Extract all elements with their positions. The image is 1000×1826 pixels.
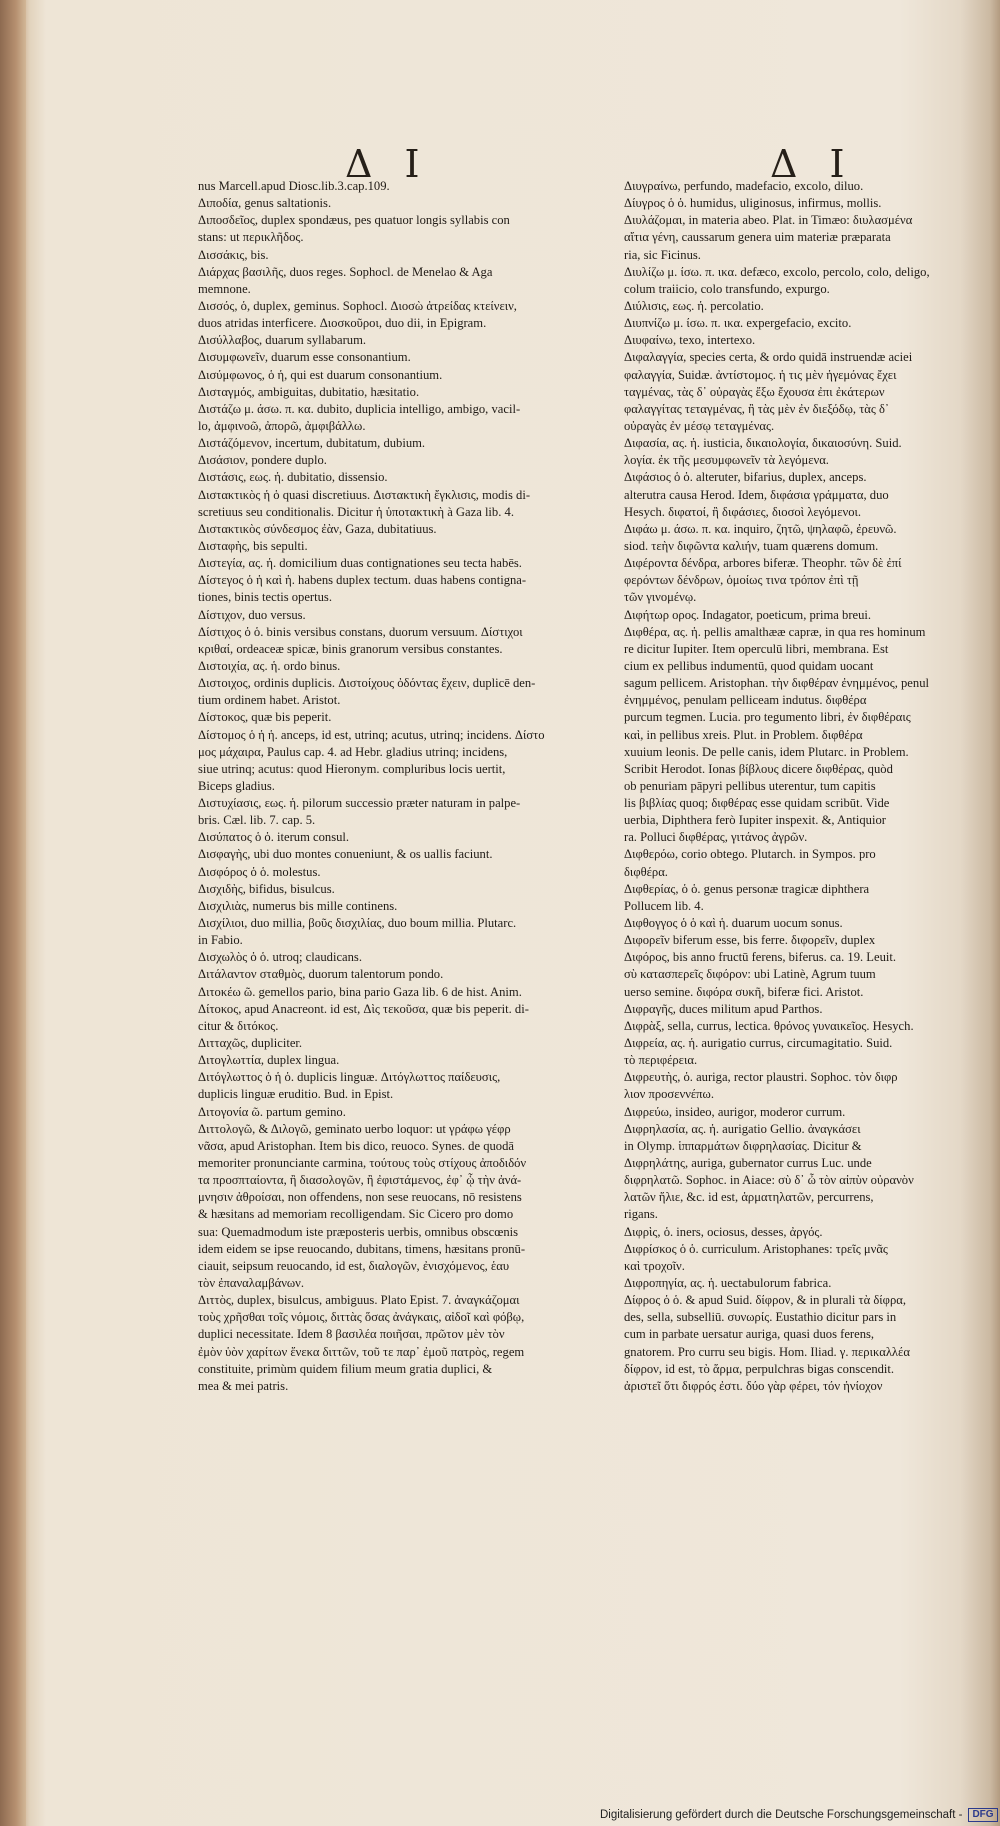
dictionary-line: rigans. [624,1207,658,1222]
dictionary-line: sagum pellicem. Aristophan. τὴν διφθέραν ἐνημμένος, penul [624,676,929,691]
dictionary-line: Διποδία, genus saltationis. [198,196,332,211]
dictionary-line: Δισφαγὴς, ubi duo montes conueniunt, & os uallis faciunt. [198,847,493,862]
dictionary-line: Διφέροντα δένδρα, arbores biferæ. Theophr. τῶν δὲ ἐπί [624,556,902,571]
dictionary-line: καὶ, in pellibus xreis. Plut. in Problem. διφθέρα [624,727,863,742]
dictionary-line: δίφρον, id est, τὸ ἅρμα, perpulchras bigas conscendit. [624,1361,895,1376]
dictionary-line: colum traiicio, colo transfundo, expurgo. [624,281,830,296]
dictionary-line: λογία. ἐκ τῆς μεσυμφωνεῖν τὰ λεγόμενα. [624,453,829,468]
dictionary-line: Διφασία, ας. ἡ. iusticia, δικαιολογία, δικαιοσύνη. Suid. [624,436,902,451]
dictionary-line: διφρηλατῶ. Sophoc. in Aiace: σὺ δ᾽ ὦ τὸν αἰπὺν οὐρανὸν [624,1173,914,1188]
dictionary-line: in Fabio. [198,933,243,948]
dictionary-line: constituite, primùm quidem filium meum gratia duplici, & [198,1361,493,1376]
dictionary-line: Δίστεγος ὁ ἡ καὶ ἡ. habens duplex tectum. duas habens contigna- [198,573,527,588]
dictionary-line: Διφρίσκος ὁ ὁ. curriculum. Aristophanes: τρεῖς μνᾶς [624,1241,888,1256]
dictionary-line: Δισύλλαβος, duarum syllabarum. [198,333,367,348]
dictionary-line: Διφήτωρ ορος. Indagator, poeticum, prima breui. [624,607,872,622]
dictionary-line: σὺ κατασπερεῖς διφόρον: ubi Latinè, Agrum tuum [624,967,876,982]
dictionary-line: Διφρηλασία, ας. ἡ. aurigatio Gellio. ἀναγκάσει [624,1121,861,1136]
dictionary-line: μνησιν ἀθροίσαι, non offendens, non sese reuocans, nō resistens [198,1190,522,1205]
dictionary-line: μος μάχαιρα, Paulus cap. 4. ad Hebr. gladius utrinq; incidens, [198,744,508,759]
dictionary-line: Δισύπατος ὁ ὁ. iterum consul. [198,830,350,845]
dictionary-line: διφθέρα. [624,864,668,879]
dictionary-line: Διφρευτὴς, ὁ. auriga, rector plaustri. Sophoc. τὸν διφρ [624,1070,898,1085]
dictionary-line: in Olymp. ἱππαρμάτων διφρηλασίας. Dicitur & [624,1138,862,1153]
dictionary-line: Διφθέρα, ας. ἡ. pellis amalthææ capræ, in qua res hominum [624,624,926,639]
dictionary-line: Διυγραίνω, perfundo, madefacio, excolo, diluo. [624,179,864,193]
dictionary-line: τα προσπταίοντα, ἢ διασολογῶν, ἢ ἐφιστάμενος, ἐφ᾽ ᾧ τὴν ἀνά- [198,1173,522,1188]
dictionary-line: sua: Quemadmodum iste præposteris uerbis, omnibus obscœnis [198,1224,519,1239]
dictionary-line: memoriter pronunciante carmina, τούτους τοὺς στίχους ἀποδιδόν [198,1156,527,1171]
dictionary-line: Διφορεῖν biferum esse, bis ferre. διφορεῖν, duplex [624,933,876,948]
dictionary-line: siue utrinq; acutus: quod Hieronym. compluribus locis uertit, [198,761,506,776]
dictionary-line: τοὺς χρῆσθαι τοῖς νόμοις, διττὰς ὅσας ἀνάγκαις, αἰδοῖ καὶ φόβῳ, [198,1310,525,1325]
dictionary-line: Διστεγία, ας. ἡ. domicilium duas contignationes seu tecta habēs. [198,556,522,571]
dictionary-line: Δισάσιον, pondere duplo. [198,453,327,468]
dictionary-line: Διστοιχία, ας. ἡ. ordo binus. [198,658,341,673]
dictionary-line: Διυλίζω μ. ίσω. π. ικα. defæco, excolo, percolo, colo, deligo, [624,264,930,279]
dictionary-line: νᾶσα, apud Aristophan. Item bis dico, reuoco. Synes. de quodā [198,1138,514,1153]
dictionary-line: Διυφαίνω, texo, intertexo. [624,333,756,348]
dictionary-line: lo, ἀμφινοῶ, ἀπορῶ, ἀμφιβάλλω. [198,418,366,433]
dictionary-line: τῶν γινομένῳ. [624,590,697,605]
dictionary-line: cium ex pellibus indumentū, quod quidam uocant [624,658,874,673]
dictionary-line: des, sella, subselliū. συνωρίς. Eustathio dicitur pars in [624,1310,897,1325]
dictionary-line: alterutra causa Herod. Idem, διφάσια γράμματα, duo [624,487,889,502]
dictionary-line: xuuium leonis. De pelle canis, idem Plutarc. in Problem. [624,744,909,759]
dictionary-line: Δισχιδὴς, bifidus, bisulcus. [198,881,335,896]
dictionary-line: τὸ περιφέρεια. [624,1053,698,1068]
dictionary-line: Διυλάζομαι, in materia abeo. Plat. in Timæo: διυλασμένα [624,213,913,228]
dictionary-line: Διφθερόω, corio obtego. Plutarch. in Sympos. pro [624,847,876,862]
dictionary-line: Δισυμφωνεῖν, duarum esse consonantium. [198,350,411,365]
dictionary-line: ciauit, seipsum reuocando, id est, διαλογῶν, ἐνισχόμενος, ἑαυ [198,1258,510,1273]
dictionary-line: Διτταχῶς, dupliciter. [198,1036,303,1051]
dictionary-line: Δισχίλιοι, duo millia, βοῦς δισχιλίας, duo boum millia. Plutarc. [198,916,517,931]
dictionary-line: Διττολογῶ, & Διλογῶ, geminato uerbo loquor: ut γράφω γέφρ [198,1121,511,1136]
dictionary-line: ἐμὸν ὑὸν χαρίτων ἕνεκα διττῶν, τοῦ τε παρ᾽ ἐμοῦ πατρὸς, regem [198,1344,525,1359]
dictionary-line: Δισύμφωνος, ὁ ἡ, qui est duarum consonantium. [198,367,443,382]
dictionary-line: Διφρὶς, ὁ. iners, ociosus, desses, ἀργός. [624,1224,823,1239]
dictionary-line: Διτογονία ῶ. partum gemino. [198,1104,346,1119]
dictionary-line: duplici necessitate. Idem 8 βασιλέα ποιῆσαι, πρῶτον μὲν τὸν [198,1327,505,1342]
dictionary-line: purcum tegmen. Lucia. pro tegumento libri, ἐν διφθέραις [624,710,911,725]
dictionary-line: Διάρχας βασιλῆς, duos reges. Sophocl. de Menelao & Aga [198,264,493,279]
dictionary-line: gnatorem. Pro curru seu bigis. Hom. Iliad. γ. περικαλλέα [624,1344,910,1359]
dictionary-line: Διστάσις, εως. ἡ. dubitatio, dissensio. [198,470,388,485]
left-dictionary-column [198,178,618,1395]
dictionary-line: φερόντων δένδρων, ὁμοίως τινα τρόπον ἐπὶ τῇ [624,573,859,588]
dictionary-line: duplicis linguæ eruditio. Bud. in Epist. [198,1087,394,1102]
dictionary-line: Διστακτικὸς ἡ ὁ quasi discretiuus. Διστακτικὴ ἔγκλισις, modis di- [198,487,531,502]
dictionary-line: Διτογλωττία, duplex lingua. [198,1053,340,1068]
dictionary-line: Διποσδεῖος, duplex spondæus, pes quatuor longis syllabis con [198,213,510,228]
dictionary-line: Διφρηλάτης, auriga, gubernator currus Luc. unde [624,1156,872,1171]
dictionary-line: Διστάζόμενον, incertum, dubitatum, dubium. [198,436,426,451]
dictionary-line: Δισφόρος ὁ ὁ. molestus. [198,864,321,879]
dictionary-line: Scribit Herodot. Ionas βίβλους dicere διφθέρας, quòd [624,761,893,776]
dictionary-line: lis βιβλίας quoq; διφθέρας esse quidam scribūt. Vide [624,796,890,811]
dictionary-line: Δίυγρος ὁ ὁ. humidus, uliginosus, infirmus, mollis. [624,196,882,211]
dictionary-line: nus Marcell.apud Diosc.lib.3.cap.109. [198,179,390,193]
dictionary-line: αἴτια γένη, caussarum genera uim materiæ præparata [624,230,891,245]
digitization-footer [600,1807,998,1823]
dictionary-line: ταγμένας, τὰς δ᾽ οὐραγὰς ἔξω ἔχουσα ἐπι ἐκάτερων [624,384,885,399]
dictionary-line: Διττὸς, duplex, bisulcus, ambiguus. Plato Epist. 7. ἀναγκάζομαι [198,1293,520,1308]
dictionary-line: Διστοιχος, ordinis duplicis. Διστοίχους ὀδόντας ἔχειν, duplicē den- [198,676,536,691]
dictionary-line: Διτοκέω ῶ. gemellos pario, bina pario Gaza lib. 6 de hist. Anim. [198,984,522,999]
left-column-header: Δ Ι [345,142,430,186]
dictionary-line: bris. Cæl. lib. 7. cap. 5. [198,813,316,828]
dfg-logo-icon: DFG [968,1808,997,1822]
dictionary-line: Δισταφὴς, bis sepulti. [198,538,308,553]
dictionary-line: re dicitur Iupiter. Item operculū libri, membrana. Est [624,641,889,656]
dictionary-line: λατῶν ἥλιε, &c. id est, ἁρματηλατῶν, percurrens, [624,1190,874,1205]
dictionary-line: Δισσάκις, bis. [198,247,269,262]
dictionary-line: Διφόρος, bis anno fructū ferens, biferus. ca. 19. Leuit. [624,950,897,965]
dictionary-line: cum in parbate uersatur auriga, quasi duos ferens, [624,1327,875,1342]
dictionary-line: λιον προσεννέπω. [624,1087,714,1102]
dictionary-line: Διφάσιος ὁ ὁ. alteruter, bifarius, duplex, anceps. [624,470,867,485]
dictionary-line: Διφρεύω, insideo, aurigor, moderor currum. [624,1104,846,1119]
dictionary-line: Δισσός, ὁ, duplex, geminus. Sophocl. Διοσὼ ἀτρείδας κτείνειν, [198,298,517,313]
dictionary-line: Δισχιλιὰς, numerus bis mille continens. [198,898,398,913]
dictionary-line: & hæsitans ad memoriam recolligendam. Sic Cicero pro domo [198,1207,514,1222]
dictionary-line: Διφθογγος ὁ ὁ καὶ ἡ. duarum uocum sonus. [624,916,843,931]
dictionary-line: φαλαγγία, Suidæ. ἀντίστομος. ἡ τις μὲν ἡγεμόνας ἔχει [624,367,897,382]
dictionary-line: Διύλισις, εως. ἡ. percolatio. [624,298,764,313]
dictionary-line: Διφάω μ. άσω. π. κα. inquiro, ζητῶ, ψηλαφῶ, ἐρευνῶ. [624,521,897,536]
dictionary-line: ria, sic Ficinus. [624,247,701,262]
dictionary-line: uerbia, Diphthera ferò Iupiter inspexit. &, Antiquior [624,813,886,828]
dictionary-line: ob penuriam pāpyri pellibus uterentur, tum capitis [624,778,876,793]
book-binding-edge [0,0,26,1826]
dictionary-line: tiones, binis tectis opertus. [198,590,332,605]
dictionary-line: Διφαλαγγία, species certa, & ordo quidā instruendæ aciei [624,350,913,365]
dictionary-line: tium ordinem habet. Aristot. [198,693,341,708]
footer-credit-text: Digitalisierung gefördert durch die Deutsche Forschungsgemeinschaft - [600,1809,963,1821]
dictionary-line: Διφρὰξ, sella, currus, lectica. θρόνος γυναικεῖος. Hesych. [624,1018,914,1033]
dictionary-line: φαλαγγίτας τεταγμένας, ἢ τὰς μὲν ἐν διεξόδῳ, τὰς δ᾽ [624,401,890,416]
dictionary-line: Δίστιχον, duo versus. [198,607,306,622]
dictionary-line: Δίφρος ὁ ὁ. & apud Suid. δίφρον, & in plurali τὰ δίφρα, [624,1293,906,1308]
dictionary-line: siod. τεὴν διφῶντα καλιήν, tuam quærens domum. [624,538,879,553]
dictionary-line: idem eidem se ipse reuocando, dubitans, timens, hæsitans pronū- [198,1241,526,1256]
dictionary-line: Διφθερίας, ὁ ὁ. genus personæ tragicæ diphthera [624,881,870,896]
dictionary-line: Διφροπηγία, ας. ἡ. uectabulorum fabrica. [624,1276,832,1290]
dictionary-line: Δισχωλὸς ὁ ὁ. utroq; claudicans. [198,950,362,965]
dictionary-line: κριθαί, ordeaceæ spicæ, binis granorum versibus constantes. [198,641,503,656]
dictionary-line: citur & διτόκος. [198,1018,279,1033]
dictionary-line: Διστυχίασις, εως. ἡ. pilorum successio præter naturam in palpe- [198,796,521,811]
dictionary-line: scretiuus seu conditionalis. Dicitur ἡ ὑποτακτικὴ à Gaza lib. 4. [198,504,514,519]
dictionary-line: Διφραγῆς, duces militum apud Parthos. [624,1001,823,1016]
dictionary-line: Δισταγμός, ambiguitas, dubitatio, hæsitatio. [198,384,420,399]
dictionary-line: καὶ τροχοῖν. [624,1258,685,1273]
dictionary-line: ἀριστεῖ ὅτι διφρός ἐστι. δύο γὰρ φέρει, τόν ἡνίοχον [624,1378,883,1393]
dictionary-line: Διφρεία, ας. ἡ. aurigatio currus, circumagitatio. Suid. [624,1036,893,1051]
dictionary-line: Biceps gladius. [198,778,275,793]
right-column-header: Δ Ι [770,142,855,186]
dictionary-line: stans: ut περικλῆδος. [198,230,304,245]
dictionary-line: memnone. [198,281,251,296]
dictionary-line: Δίτοκος, apud Anacreont. id est, Δὶς τεκοῦσα, quæ bis peperit. di- [198,1001,529,1016]
right-dictionary-column [624,178,1000,1395]
dictionary-line: Δίστιχος ὁ ὁ. binis versibus constans, duorum versuum. Δίστιχοι [198,624,523,639]
dictionary-line: mea & mei patris. [198,1378,289,1393]
dictionary-line: Pollucem lib. 4. [624,898,704,913]
dictionary-line: Διστακτικὸς σύνδεσμος ἐὰν, Gaza, dubitatiuus. [198,521,437,536]
dictionary-line: τὸν ἐπαναλαμβάνων. [198,1276,305,1290]
dictionary-line: οὐραγὰς ἐν μέσῳ τεταγμένας. [624,418,775,433]
dictionary-line: ἐνημμένος, penulam pelliceam indutus. διφθέρα [624,693,867,708]
dictionary-line: Δίστομος ὁ ἡ ἡ. anceps, id est, utrinq; acutus, utrinq; incidens. Δίστο [198,727,545,742]
dictionary-line: Δίστοκος, quæ bis peperit. [198,710,332,725]
dictionary-line: uerso semine. διφόρα συκῆ, biferæ fici. Aristot. [624,984,864,999]
dictionary-line: Διτόγλωττος ὁ ἡ ὁ. duplicis linguæ. Διτόγλωττος παίδευσις, [198,1070,501,1085]
dictionary-line: Hesych. διφατοί, ἢ διφάσιες, διοσοὶ λεγόμενοι. [624,504,862,519]
dictionary-line: Διυπνίζω μ. ίσω. π. ικα. expergefacio, excito. [624,316,852,331]
dictionary-line: ra. Polluci διφθέρας, γιτάνος ἀγρῶν. [624,830,808,845]
dictionary-line: Διτάλαντον σταθμὸς, duorum talentorum pondo. [198,967,444,982]
dictionary-line: duos atridas interficere. Διοσκοῦροι, duo dii, in Epigram. [198,316,487,331]
dictionary-line: Διστάζω μ. άσω. π. κα. dubito, duplicia intelligo, ambigo, vacil- [198,401,521,416]
